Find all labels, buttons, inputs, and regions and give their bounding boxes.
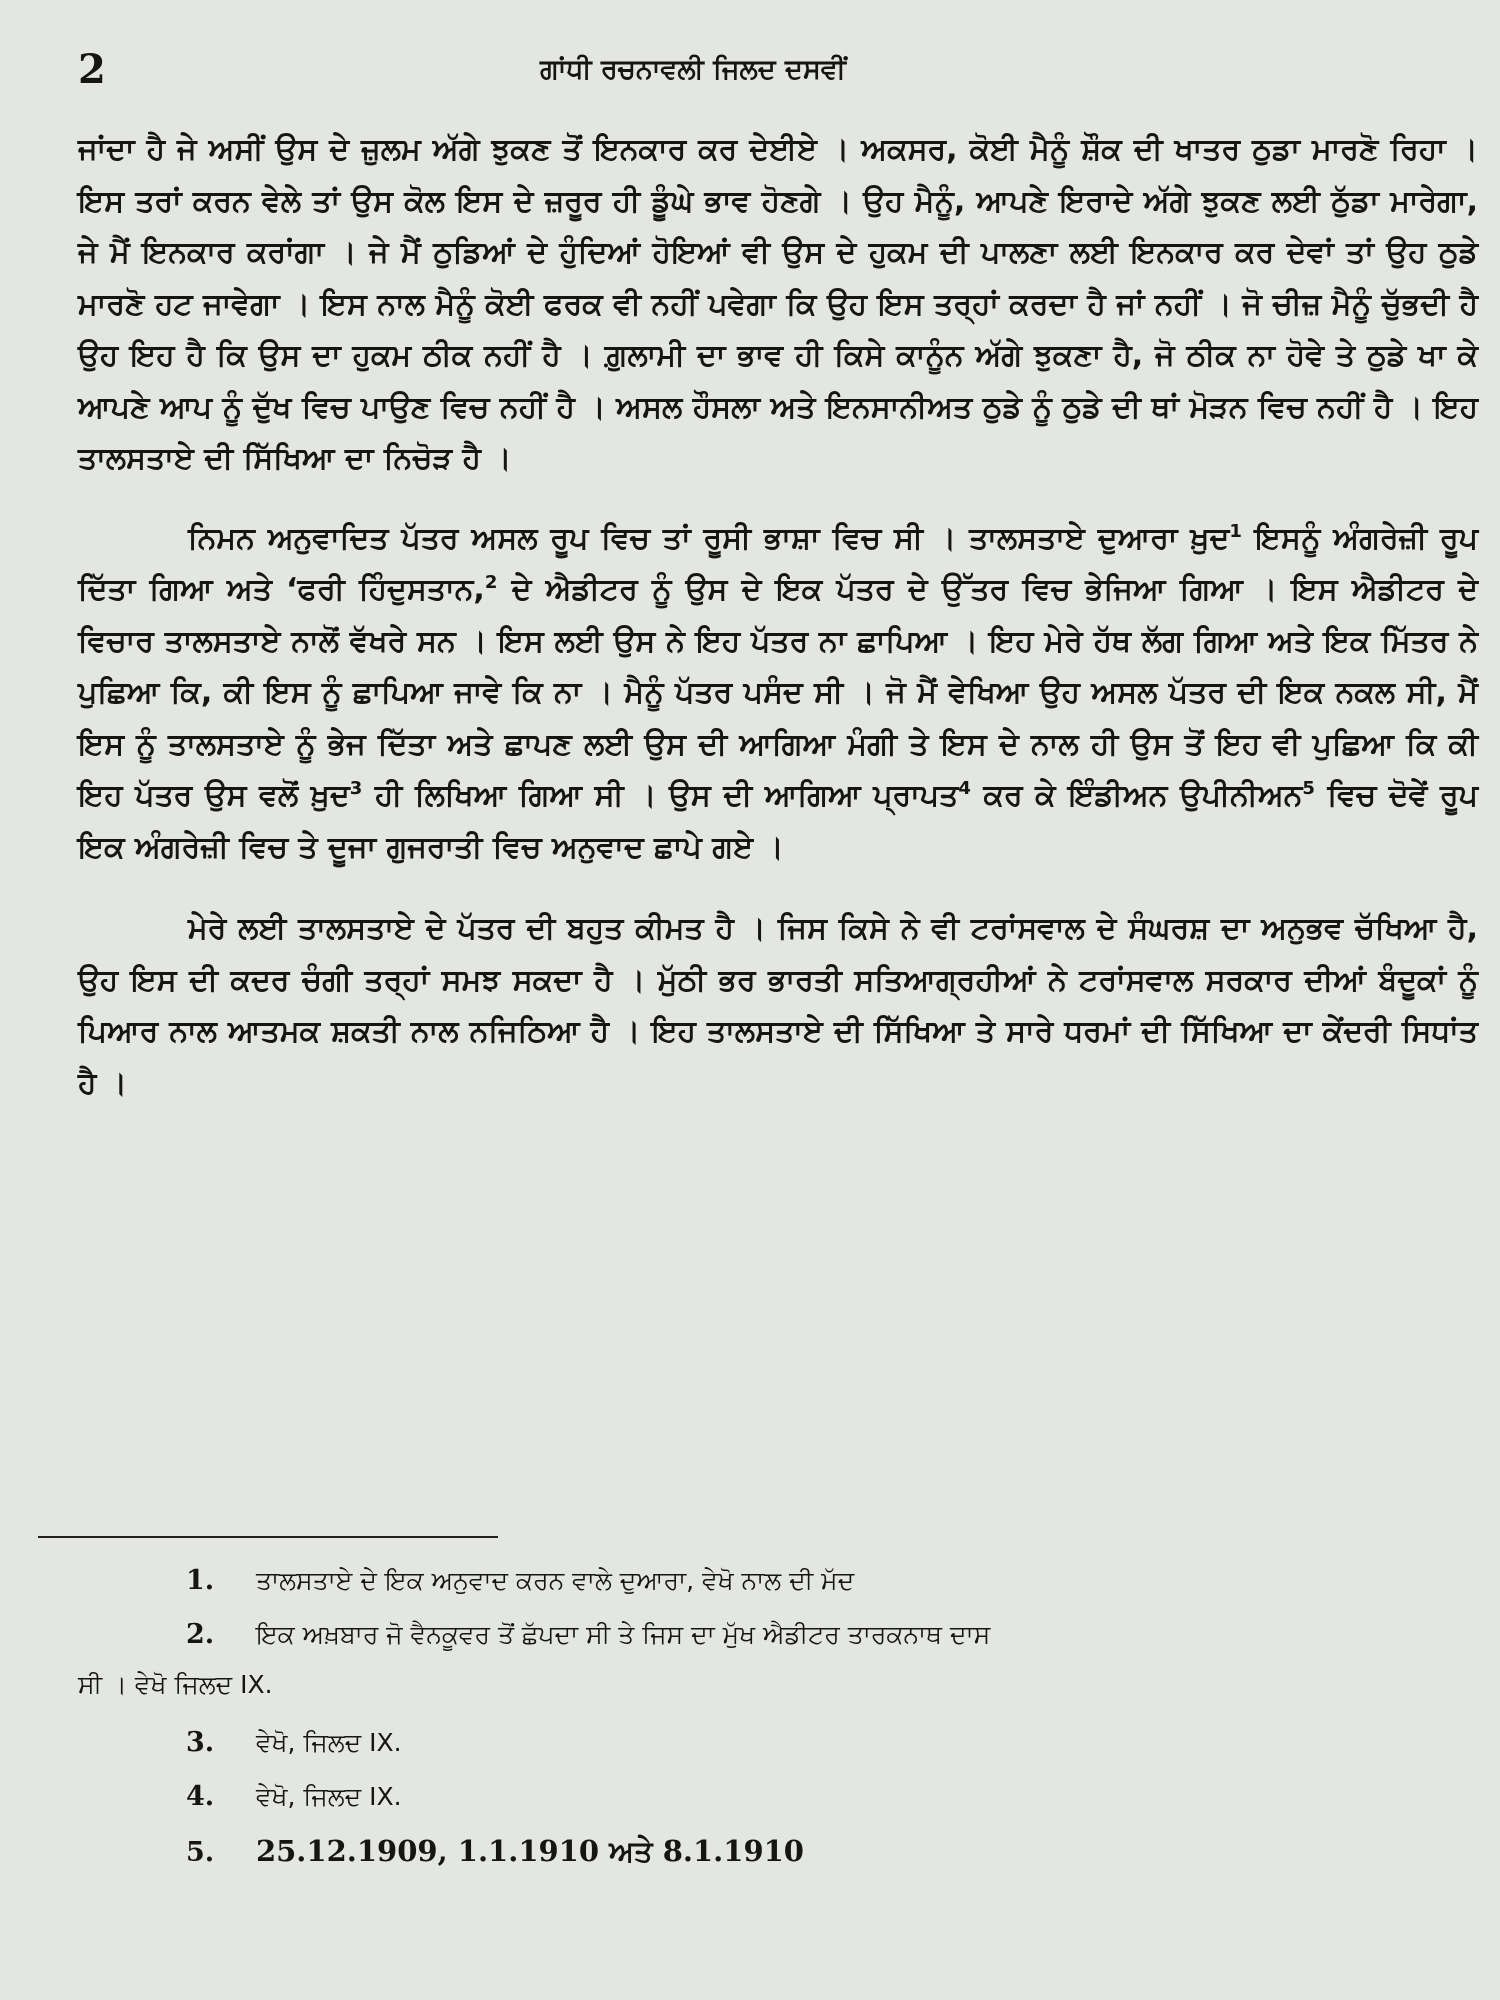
page-number: 2 — [78, 46, 106, 93]
page-header — [0, 44, 1500, 104]
footnote-text: ਤਾਲਸਤਾਏ ਦੇ ਇਕ ਅਨੁਵਾਦ ਕਰਨ ਵਾਲੇ ਦੁਆਰਾ, ਵੇਖੋ ਨਾਲ ਦੀ ਮੱਦ — [255, 1566, 855, 1595]
footnote-2-continuation: ਸੀ । ਵੇਖੋ ਜਿਲਦ IX. — [78, 1670, 273, 1699]
footnote-mark-1: 1 — [1229, 520, 1242, 542]
footnote-number: 2. — [186, 1619, 215, 1650]
paragraph-2-text-c: ਦੇ ਐਡੀਟਰ ਨੂੰ ਉਸ ਦੇ ਇਕ ਪੱਤਰ ਦੇ ਉੱਤਰ ਵਿਚ ਭੇਜਿਆ ਗਿਆ । ਇਸ ਐਡੀਟਰ ਦੇ ਵਿਚਾਰ ਤਾਲਸਤਾਏ ਨਾਲੋਂ ਵੱਖਰੇ ਸਨ । ਇਸ ਲਈ ਉਸ ਨੇ ਇਹ ਪੱਤਰ ਨਾ ਛਾਪਿਆ । ਇਹ ਮੇਰੇ ਹੱਥ ਲੱਗ ਗਿਆ ਅਤੇ ਇਕ ਮਿੱਤਰ ਨੇ ਪੁਛਿਆ ਕਿ, ਕੀ ਇਸ ਨੂੰ ਛਾਪਿਆ ਜਾਵੇ ਕਿ ਨਾ । ਮੈਨੂੰ ਪੱਤਰ ਪਸੰਦ ਸੀ । ਜੋ ਮੈਂ ਵੇਖਿਆ ਉਹ ਅਸਲ ਪੱਤਰ ਦੀ ਇਕ ਨਕਲ ਸੀ, ਮੈਂ ਇਸ ਨੂੰ ਤਾਲਸਤਾਏ ਨੂੰ ਭੇਜ ਦਿੱਤਾ ਅਤੇ ਛਾਪਣ ਲਈ ਉਸ ਦੀ ਆਗਿਆ ਮੰਗੀ ਤੇ ਇਸ ਦੇ ਨਾਲ ਹੀ ਉਸ ਤੋਂ ਇਹ ਵੀ ਪੁਛਿਆ ਕਿ ਕੀ ਇਹ ਪੱਤਰ ਉਸ ਵਲੋਂ ਖ਼ੁਦ — [78, 572, 1478, 813]
footnote-number: 1. — [186, 1565, 215, 1596]
footnote-1 — [78, 1556, 1458, 1606]
footnote-5 — [78, 1826, 1458, 1878]
paragraph-2 — [78, 513, 1478, 874]
paragraph-2-text-b: ਇਸਨੂੰ ਅੰਗਰੇਜ਼ੀ ਰੂਪ ਦਿੱਤਾ ਗਿਆ ਅਤੇ ‘ਫਰੀ ਹਿੰਦੁਸਤਾਨ, — [78, 520, 1479, 607]
footnotes — [78, 1556, 1458, 1882]
paragraph-1: ਜਾਂਦਾ ਹੈ ਜੇ ਅਸੀਂ ਉਸ ਦੇ ਜ਼ੁਲਮ ਅੱਗੇ ਝੁਕਣ ਤੋਂ ਇਨਕਾਰ ਕਰ ਦੇਈਏ । ਅਕਸਰ, ਕੋਈ ਮੈਨੂੰ ਸ਼ੌਕ ਦੀ ਖਾਤਰ ਠੁਡਾ ਮਾਰਣੋ ਰਿਹਾ । ਇਸ ਤਰਾਂ ਕਰਨ ਵੇਲੇ ਤਾਂ ਉਸ ਕੋਲ ਇਸ ਦੇ ਜ਼ਰੂਰ ਹੀ ਡੂੰਘੇ ਭਾਵ ਹੋਣਗੇ । ਉਹ ਮੈਨੂੰ, ਆਪਣੇ ਇਰਾਦੇ ਅੱਗੇ ਝੁਕਣ ਲਈ ਠੁੱਡਾ ਮਾਰੇਗਾ, ਜੇ ਮੈਂ ਇਨਕਾਰ ਕਰਾਂਗਾ । ਜੇ ਮੈਂ ਠੁਡਿਆਂ ਦੇ ਹੁੰਦਿਆਂ ਹੋਇਆਂ ਵੀ ਉਸ ਦੇ ਹੁਕਮ ਦੀ ਪਾਲਣਾ ਲਈ ਇਨਕਾਰ ਕਰ ਦੇਵਾਂ ਤਾਂ ਉਹ ਠੁਡੇ ਮਾਰਣੋ ਹਟ ਜਾਵੇਗਾ । ਇਸ ਨਾਲ ਮੈਨੂੰ ਕੋਈ ਫਰਕ ਵੀ ਨਹੀਂ ਪਵੇਗਾ ਕਿ ਉਹ ਇਸ ਤਰ੍ਹਾਂ ਕਰਦਾ ਹੈ ਜਾਂ ਨਹੀਂ । ਜੋ ਚੀਜ਼ ਮੈਨੂੰ ਚੁੱਭਦੀ ਹੈ ਉਹ ਇਹ ਹੈ ਕਿ ਉਸ ਦਾ ਹੁਕਮ ਠੀਕ ਨਹੀਂ ਹੈ । ਗ਼ੁਲਾਮੀ ਦਾ ਭਾਵ ਹੀ ਕਿਸੇ ਕਾਨੂੰਨ ਅੱਗੇ ਝੁਕਣਾ ਹੈ, ਜੋ ਠੀਕ ਨਾ ਹੋਵੇ ਤੇ ਠੁਡੇ ਖਾ ਕੇ ਆਪਣੇ ਆਪ ਨੂੰ ਦੁੱਖ ਵਿਚ ਪਾਉਣ ਵਿਚ ਨਹੀਂ ਹੈ । ਅਸਲ ਹੌਸਲਾ ਅਤੇ ਇਨਸਾਨੀਅਤ ਠੁਡੇ ਨੂੰ ਠੁਡੇ ਦੀ ਥਾਂ ਮੋੜਨ ਵਿਚ ਨਹੀਂ ਹੈ । ਇਹ ਤਾਲਸਤਾਏ ਦੀ ਸਿੱਖਿਆ ਦਾ ਨਿਚੋੜ ਹੈ । — [78, 132, 1478, 476]
footnote-mark-3: 3 — [349, 778, 363, 799]
footnote-text: ਇਕ ਅਖ਼ਬਾਰ ਜੋ ਵੈਨਕੂਵਰ ਤੋਂ ਛੱਪਦਾ ਸੀ ਤੇ ਜਿਸ ਦਾ ਮੁੱਖ ਐਡੀਟਰ ਤਾਰਕਨਾਥ ਦਾਸ — [255, 1620, 991, 1649]
footnote-divider — [38, 1536, 498, 1538]
footnote-4 — [78, 1772, 1458, 1822]
paragraph-2-text-f: ਵਿਚ ਦੋਵੇਂ ਰੂਪ ਇਕ ਅੰਗਰੇਜ਼ੀ ਵਿਚ ਤੇ ਦੂਜਾ ਗੁਜਰਾਤੀ ਵਿਚ ਅਨੁਵਾਦ ਛਾਪੇ ਗਏ । — [78, 778, 1478, 865]
footnote-text: ਵੇਖੋ, ਜਿਲਦ IX. — [255, 1728, 402, 1757]
footnote-number: 4. — [186, 1781, 215, 1812]
footnote-text: ਵੇਖੋ, ਜਿਲਦ IX. — [255, 1782, 402, 1811]
running-title: ਗਾਂਧੀ ਰਚਨਾਵਲੀ ਜਿਲਦ ਦਸਵੀਂ — [540, 54, 846, 85]
footnote-number: 3. — [186, 1727, 215, 1758]
main-text — [78, 124, 1478, 1109]
footnote-text: 25.12.1909, 1.1.1910 ਅਤੇ 8.1.1910 — [255, 1834, 804, 1868]
footnote-2 — [78, 1610, 1458, 1660]
paragraph-2-text-e: ਕਰ ਕੇ ਇੰਡੀਅਨ ਉਪੀਨੀਅਨ — [970, 778, 1303, 813]
paragraph-3: ਮੇਰੇ ਲਈ ਤਾਲਸਤਾਏ ਦੇ ਪੱਤਰ ਦੀ ਬਹੁਤ ਕੀਮਤ ਹੈ । ਜਿਸ ਕਿਸੇ ਨੇ ਵੀ ਟਰਾਂਸਵਾਲ ਦੇ ਸੰਘਰਸ਼ ਦਾ ਅਨੁਭਵ ਚੱਖਿਆ ਹੈ, ਉਹ ਇਸ ਦੀ ਕਦਰ ਚੰਗੀ ਤਰ੍ਹਾਂ ਸਮਝ ਸਕਦਾ ਹੈ । ਮੁੱਠੀ ਭਰ ਭਾਰਤੀ ਸਤਿਆਗ੍ਰਹੀਆਂ ਨੇ ਟਰਾਂਸਵਾਲ ਸਰਕਾਰ ਦੀਆਂ ਬੰਦੂਕਾਂ ਨੂੰ ਪਿਆਰ ਨਾਲ ਆਤਮਕ ਸ਼ਕਤੀ ਨਾਲ ਨਜਿਠਿਆ ਹੈ । ਇਹ ਤਾਲਸਤਾਏ ਦੀ ਸਿੱਖਿਆ ਤੇ ਸਾਰੇ ਧਰਮਾਂ ਦੀ ਸਿੱਖਿਆ ਦਾ ਕੇਂਦਰੀ ਸਿਧਾਂਤ ਹੈ । — [78, 911, 1478, 1101]
footnote-3 — [78, 1718, 1458, 1768]
footnote-mark-2: 2 — [484, 572, 498, 593]
footnote-mark-4: 4 — [958, 778, 971, 799]
paragraph-2-text-d: ਹੀ ਲਿਖਿਆ ਗਿਆ ਸੀ । ਉਸ ਦੀ ਆਗਿਆ ਪ੍ਰਾਪਤ — [362, 778, 959, 813]
paragraph-2-text-a: ਨਿਮਨ ਅਨੁਵਾਦਿਤ ਪੱਤਰ ਅਸਲ ਰੂਪ ਵਿਚ ਤਾਂ ਰੂਸੀ ਭਾਸ਼ਾ ਵਿਚ ਸੀ । ਤਾਲਸਤਾਏ ਦੁਆਰਾ ਖ਼ੁਦ — [188, 520, 1230, 556]
footnote-mark-5: 5 — [1302, 778, 1315, 799]
footnote-number: 5. — [186, 1837, 215, 1868]
